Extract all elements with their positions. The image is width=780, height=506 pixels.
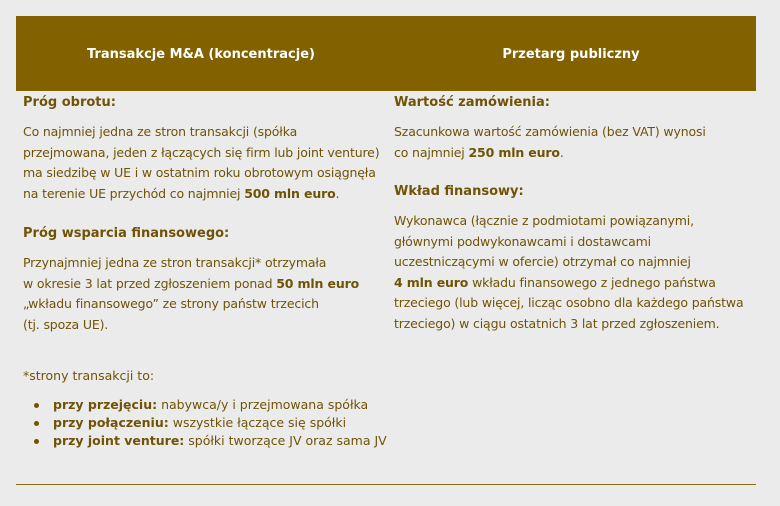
financial-contribution-text	[394, 211, 756, 334]
text-fragment: co najmniej	[394, 144, 469, 160]
ma-column	[23, 91, 387, 450]
text-fragment: na terenie UE przychód co najmniej	[23, 185, 245, 201]
text-line	[23, 315, 383, 336]
text-line	[23, 274, 383, 295]
bullet-label: przy połączeniu:	[53, 415, 169, 430]
header-public-tender: Przetarg publiczny	[502, 47, 640, 62]
bullet-icon	[34, 403, 39, 408]
text-line	[394, 314, 756, 335]
header-ma-transactions: Transakcje M&A (koncentracje)	[87, 47, 315, 62]
text-fragment: wkładu finansowego z jednego państwa	[468, 274, 716, 290]
list-item	[23, 396, 383, 414]
list-item	[23, 414, 383, 432]
text-line	[394, 252, 756, 273]
text-fragment: trzeciego (lub więcej, licząc osobno dla każdego państwa	[394, 295, 744, 310]
text-fragment: trzeciego) w ciągu ostatnich 3 lat przed zgłoszeniem.	[394, 315, 720, 331]
list-item	[23, 432, 387, 450]
text-fragment: „wkładu finansowego” ze strony państw trzecich	[23, 296, 319, 311]
text-line	[394, 143, 756, 164]
financial-contribution-title: Wkład finansowy:	[394, 184, 524, 199]
text-fragment: .	[559, 144, 564, 160]
text-line	[23, 122, 383, 143]
text-fragment: (tj. spoza UE).	[23, 316, 109, 332]
text-line	[23, 163, 383, 184]
text-line	[23, 253, 383, 274]
contract-value-text	[394, 122, 756, 163]
bullet-label: przy joint venture:	[53, 433, 185, 448]
text-fragment: Co najmniej jedna ze stron transakcji (spółka	[23, 124, 298, 139]
bold-amount: 50 mln euro	[276, 275, 360, 291]
bullet-icon	[34, 421, 39, 426]
text-line	[23, 294, 383, 315]
text-fragment: Przynajmniej jedna ze stron transakcji* otrzymała	[23, 255, 327, 270]
text-fragment: w okresie 3 lat przed zgłoszeniem ponad	[23, 275, 277, 291]
table-header	[16, 16, 756, 91]
financial-support-text	[23, 253, 383, 335]
text-line	[394, 122, 756, 143]
text-line	[23, 184, 383, 205]
text-fragment: uczestniczącymi w ofercie) otrzymał co najmniej	[394, 254, 691, 269]
text-fragment: Wykonawca (łącznie z podmiotami powiązanymi,	[394, 213, 694, 228]
bullet-label: przy przejęciu:	[53, 397, 158, 412]
bullet-text: spółki tworzące JV oraz sama JV	[184, 433, 387, 448]
table-body	[16, 91, 756, 484]
text-line	[394, 232, 756, 253]
bold-amount: 500 mln euro	[244, 185, 336, 201]
bullet-text: nabywca/y i przejmowana spółka	[157, 397, 369, 412]
text-fragment: Szacunkowa wartość zamówienia (bez VAT) wynosi	[394, 124, 706, 139]
footnote-title: *strony transakcji to:	[23, 368, 155, 383]
text-line	[23, 143, 383, 164]
text-fragment: przejmowana, jeden z łączących się firm lub joint venture)	[23, 144, 380, 160]
contract-value-title: Wartość zamówienia:	[394, 95, 550, 110]
financial-support-title: Próg wsparcia finansowego:	[23, 226, 230, 241]
bold-amount: 250 mln euro	[468, 144, 560, 160]
text-fragment: .	[335, 185, 340, 201]
bold-amount: 4 mln euro	[394, 274, 469, 290]
bullet-text: wszystkie łączące się spółki	[168, 415, 347, 430]
bottom-divider	[16, 484, 756, 485]
text-fragment: ma siedzibę w UE i w ostatnim roku obrotowym osiągnęła	[23, 165, 376, 180]
comparison-table	[16, 16, 756, 484]
text-line	[394, 273, 756, 294]
turnover-threshold-text	[23, 122, 383, 204]
footnote-list	[23, 396, 387, 450]
text-fragment: głównymi podwykonawcami i dostawcami	[394, 233, 651, 249]
tender-column	[394, 91, 756, 334]
text-line	[394, 211, 756, 232]
bullet-icon	[34, 439, 39, 444]
turnover-threshold-title: Próg obrotu:	[23, 95, 116, 110]
text-line	[394, 293, 756, 314]
